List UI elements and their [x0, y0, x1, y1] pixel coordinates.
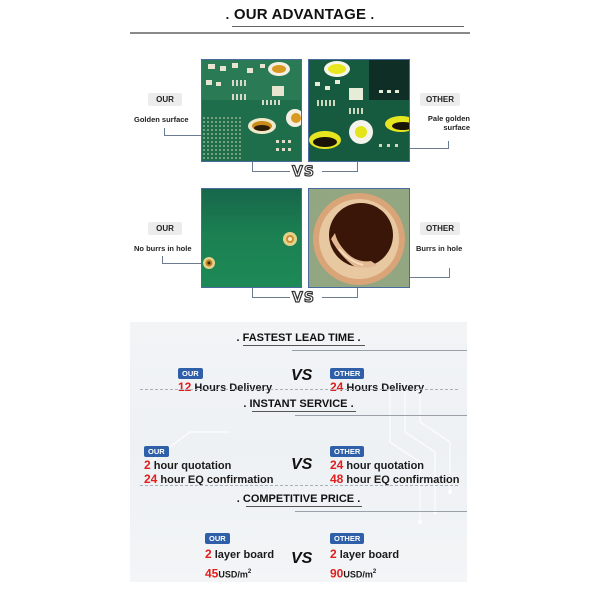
value-number: 48 [330, 472, 344, 486]
other-price-line-1 [330, 548, 399, 562]
connector-line [252, 162, 290, 172]
burr-hole-graphic [309, 189, 410, 288]
section-title-text: INSTANT SERVICE [249, 398, 348, 410]
value-number: 24 [144, 472, 158, 486]
vs-label: VS [291, 456, 313, 473]
pcb-pale-golden-surface-image [308, 59, 410, 162]
pcb-clean-hole-image [201, 188, 302, 288]
other-tag: OTHER [420, 222, 460, 235]
section-rule [292, 350, 467, 351]
our-service-line-1 [144, 459, 273, 473]
value-number: 2 [330, 547, 337, 561]
our-label-no-burrs: No burrs in hole [134, 244, 192, 253]
other-price [330, 528, 399, 582]
value-text: hour quotation [343, 460, 425, 472]
other-label-line1: Pale golden [427, 114, 470, 123]
value-text: Hours Delivery [191, 382, 273, 394]
connector-line [410, 268, 450, 278]
connector-line [410, 141, 449, 149]
other-tag: OTHER [420, 93, 460, 106]
title-dot-right: . [357, 332, 361, 344]
connector-line [164, 128, 201, 136]
connector-line [322, 162, 358, 172]
value-text: layer board [336, 549, 400, 561]
our-badge: OUR [205, 533, 230, 544]
unit-superscript: 2 [247, 569, 252, 575]
our-tag: OUR [148, 93, 182, 106]
section-underline [243, 345, 365, 346]
section-rule [295, 415, 467, 416]
title-dot-left: . [236, 493, 240, 505]
unit-superscript: 2 [372, 569, 377, 575]
value-unit: USD/m [343, 569, 373, 580]
value-number: 24 [330, 458, 344, 472]
dashed-divider [140, 485, 458, 486]
other-badge: OTHER [330, 533, 364, 544]
connector-line [162, 256, 202, 264]
dashed-divider [140, 389, 458, 390]
our-badge: OUR [144, 446, 169, 457]
clean-hole-graphic [202, 189, 302, 288]
value-number: 45 [205, 566, 219, 581]
section-underline [252, 411, 356, 412]
section-title-lead-time [130, 332, 467, 344]
pcb-golden-surface-image [201, 59, 302, 162]
other-label-pale-golden-surface [418, 114, 470, 133]
vs-label: VS [291, 367, 313, 384]
title-dot-right: . [350, 398, 354, 410]
value-text: hour EQ confirmation [157, 474, 274, 486]
section-underline [246, 506, 362, 507]
title-underline [232, 26, 464, 27]
our-badge: OUR [178, 368, 203, 379]
other-label-burrs: Burrs in hole [416, 244, 463, 253]
pcb-pale-graphic [309, 60, 410, 162]
other-service-line-1 [330, 459, 459, 473]
other-price-line-2 [330, 566, 399, 582]
connector-line [322, 288, 358, 298]
our-lead-time-line [178, 381, 272, 395]
vs-label: VS [292, 290, 315, 306]
value-number: 2 [144, 458, 151, 472]
pcb-golden-graphic [202, 60, 302, 162]
other-badge: OTHER [330, 446, 364, 457]
value-text: layer board [211, 549, 275, 561]
title-dot-right: . [370, 7, 375, 22]
title-dot-left: . [225, 7, 230, 22]
section-title-competitive-price [130, 493, 467, 505]
our-service [144, 441, 273, 487]
value-number: 2 [205, 547, 212, 561]
vs-label: VS [292, 164, 315, 180]
our-price [205, 528, 274, 582]
title-dot-left: . [243, 398, 247, 410]
value-number: 90 [330, 566, 344, 581]
our-label-golden-surface: Golden surface [134, 115, 189, 124]
other-label-line2: surface [443, 123, 470, 133]
our-price-line-1 [205, 548, 274, 562]
value-text: Hours Delivery [343, 382, 425, 394]
title-dot-left: . [236, 332, 240, 344]
section-rule [295, 511, 467, 512]
title-dot-right: . [357, 493, 361, 505]
value-number: 24 [330, 380, 344, 394]
value-number: 12 [178, 380, 192, 394]
value-text: hour quotation [150, 460, 232, 472]
other-service [330, 441, 459, 487]
other-badge: OTHER [330, 368, 364, 379]
other-lead-time-line [330, 381, 424, 395]
section-title-text: COMPETITIVE PRICE [242, 493, 355, 505]
our-tag: OUR [148, 222, 182, 235]
section-title-text: FASTEST LEAD TIME [242, 332, 355, 344]
value-unit: USD/m [218, 569, 248, 580]
our-lead-time [178, 363, 272, 395]
section-title-instant-service [130, 398, 467, 410]
our-price-line-2 [205, 566, 274, 582]
value-text: hour EQ confirmation [343, 474, 460, 486]
connector-line [252, 288, 290, 298]
other-lead-time [330, 363, 424, 395]
pcb-burr-hole-image [308, 188, 410, 288]
page-title [0, 6, 600, 23]
page-title-text: OUR ADVANTAGE [233, 6, 367, 23]
title-divider [130, 32, 470, 34]
vs-label: VS [291, 550, 313, 567]
